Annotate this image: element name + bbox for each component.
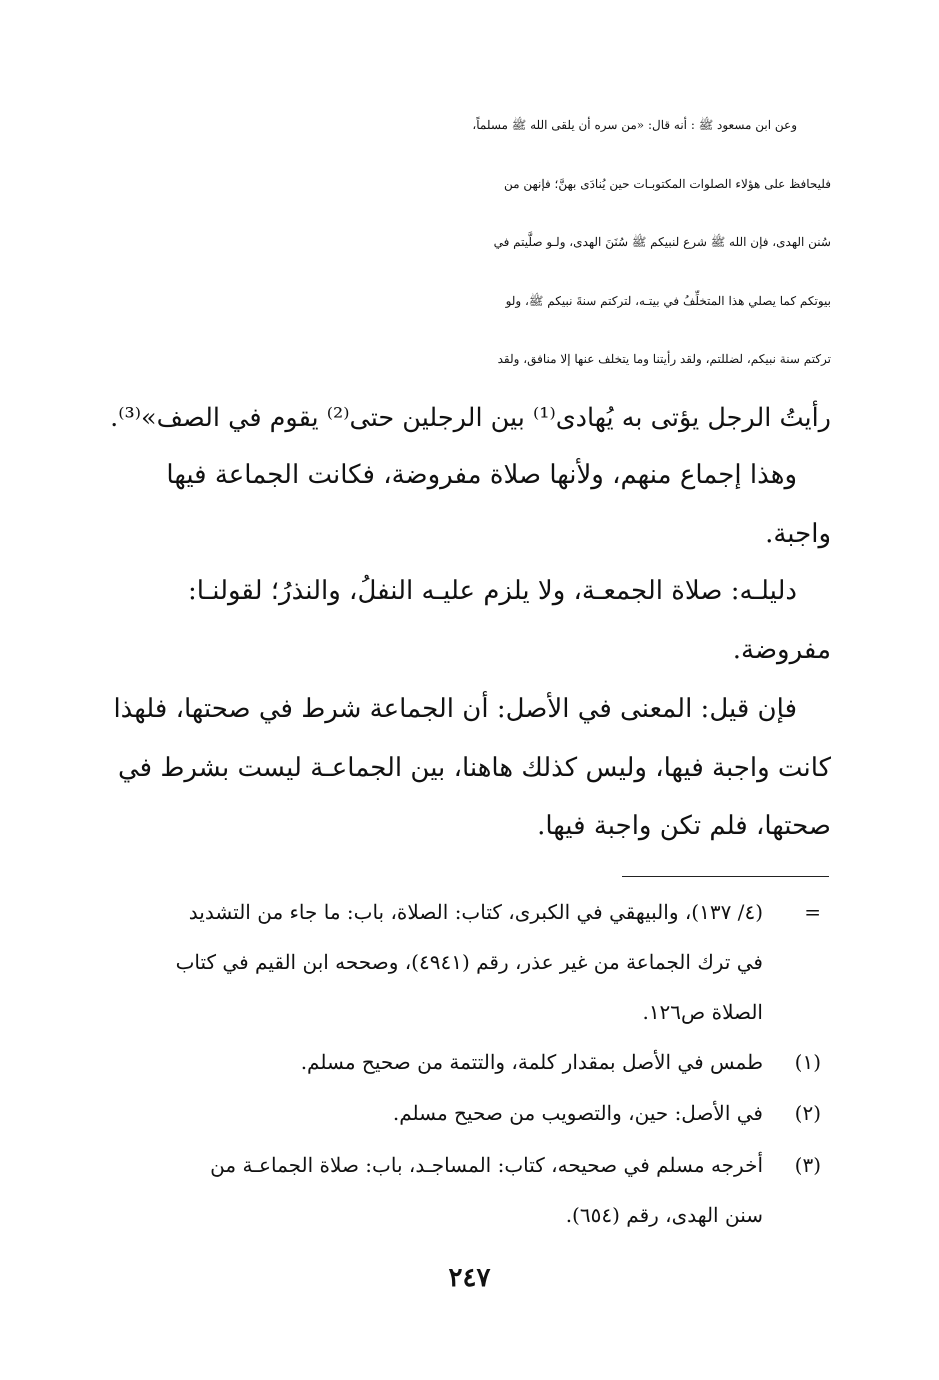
footnote-3 (210, 1140, 821, 1240)
footnote-marker: (١) (794, 1050, 821, 1074)
text-line: فليحافظ على هؤلاء الصلوات المكتوبـات حين يُنادَى بهنَّ؛ فإنهن من (503, 176, 831, 191)
text-line: كانت واجبة فيها، وليس كذلك هاهنا، بين الجماعـة ليست بشرط في (118, 752, 831, 783)
footnote-2 (393, 1088, 821, 1138)
footnote-line: في ترك الجماعة من غير عذر، رقم (٤٩٤١)، وصححه ابن القيم في كتاب (175, 950, 763, 974)
footnote-marker: (٢) (794, 1101, 821, 1125)
paragraph-evidence (188, 562, 831, 679)
text-line: تركتم سنة نبيكم، لضللتم، ولقد رأيتنا وما يتخلف عنها إلا منافق، ولقد (497, 352, 831, 366)
paragraph-objection (113, 680, 831, 856)
footnote-continued (176, 887, 821, 1037)
footnote-line: سنن الهدى، رقم (٦٥٤). (565, 1203, 763, 1227)
text-line: سُنن الهدى، فإن الله ﷺ شرع لنبيكم ﷺ سُنَنَ الهدى، ولـو صلَّيتم في (493, 235, 831, 249)
text-line: وهذا إجماع منهم، ولأنها صلاة مفروضة، فكانت الجماعة فيها (166, 460, 797, 490)
paragraph-consensus (166, 446, 831, 563)
text-line: بيوتكم كما يصلي هذا المتخلِّفُ في بيتـه، لتركتم سنةَ نبيكم ﷺ، ولو (505, 293, 831, 308)
footnote-line: الصلاة ص١٢٦. (642, 1000, 763, 1024)
footnote-body (301, 1037, 763, 1087)
text-line: دليلـه: صلاة الجمعـة، ولا يلزم عليـه النفلُ، والنذرُ؛ لقولنـا: (187, 576, 797, 606)
footnote-line: (٤/ ١٣٧)، والبيهقي في الكبرى، كتاب: الصلاة، باب: ما جاء من التشديد (188, 900, 763, 924)
text-line: رأيتُ الرجل يؤتى به يُهادى⁽¹⁾ بين الرجلين حتى⁽²⁾ يقوم في الصف»⁽³⁾. (110, 402, 831, 433)
page-number: ٢٤٧ (448, 1263, 491, 1293)
footnote-marker: (٣) (794, 1153, 821, 1177)
footnote-body (210, 1140, 763, 1240)
footnote-line: أخرجه مسلم في صحيحه، كتاب: المساجـد، باب: صلاة الجماعـة من (210, 1153, 763, 1177)
footnote-marker: = (804, 900, 821, 924)
text-line: فإن قيل: المعنى في الأصل: أن الجماعة شرط في صحتها، فلهذا (113, 694, 797, 724)
footnote-line: طمس في الأصل بمقدار كلمة، والتتمة من صحيح مسلم. (300, 1050, 763, 1074)
footnote-line: في الأصل: حين، والتصويب من صحيح مسلم. (392, 1101, 763, 1125)
footnote-1 (301, 1037, 821, 1087)
text-line: وعن ابن مسعود ﷺ : أنه قال: «من سره أن يلقى الله ﷺ مسلماً، (472, 118, 797, 132)
text-line: صحتها، فلم تكن واجبة فيها. (537, 811, 831, 841)
footnote-separator (622, 876, 829, 877)
paragraph-hadith (110, 96, 831, 447)
text-line: واجبة. (765, 518, 831, 549)
text-line: مفروضة. (732, 634, 831, 665)
footnote-body (176, 887, 763, 1037)
footnote-body (393, 1088, 763, 1138)
